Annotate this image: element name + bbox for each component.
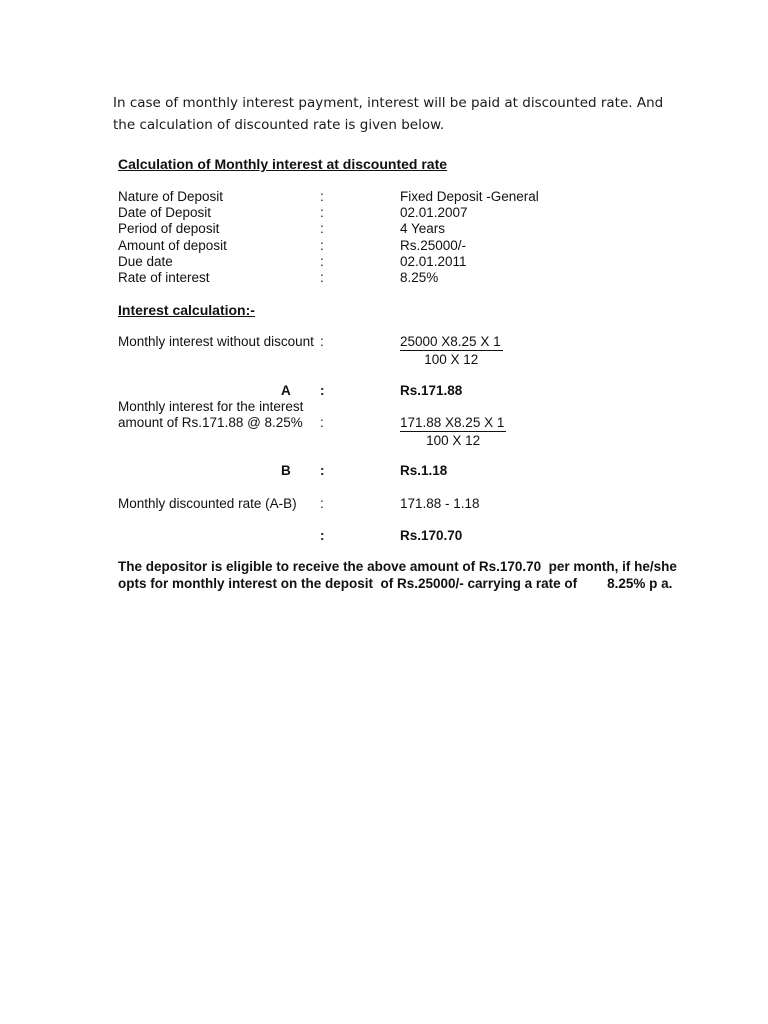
step2-numerator: 171.88 X8.25 X 1 xyxy=(400,415,505,430)
b-value: Rs.1.18 xyxy=(400,463,448,478)
detail-separator: : xyxy=(320,189,324,204)
detail-value: Fixed Deposit -General xyxy=(400,189,539,204)
detail-separator: : xyxy=(320,205,324,221)
step2-denominator: 100 X 12 xyxy=(426,433,481,448)
step1-label: Monthly interest without discount xyxy=(118,334,314,349)
conclusion-line: The depositor is eligible to receive the above amount of Rs.170.70 per month, if he/she xyxy=(118,559,677,574)
step1-denominator: 100 X 12 xyxy=(424,352,479,367)
detail-value: 4 Years xyxy=(400,221,446,237)
detail-label: Nature of Deposit xyxy=(118,189,224,204)
step3-label: Monthly discounted rate (A-B) xyxy=(118,496,297,511)
conclusion-paragraph xyxy=(118,558,678,592)
detail-value: 8.25% xyxy=(400,269,439,285)
result-separator: : xyxy=(320,528,325,543)
detail-value: 02.01.2007 xyxy=(400,205,468,221)
step2-separator: : xyxy=(320,415,324,430)
a-separator: : xyxy=(320,383,325,398)
detail-label: Date of Deposit xyxy=(118,205,212,221)
step1-numerator: 25000 X8.25 X 1 xyxy=(400,334,501,349)
detail-label: Due date xyxy=(118,253,173,269)
conclusion-line: opts for monthly interest on the deposit of Rs.25000/- carrying a rate of 8.25% p a. xyxy=(118,576,673,591)
result-value: Rs.170.70 xyxy=(400,528,463,543)
step3-separator: : xyxy=(320,496,324,511)
detail-separator: : xyxy=(320,221,324,237)
step1-separator: : xyxy=(320,334,324,349)
a-label: A xyxy=(281,383,291,398)
step2-label-line1: Monthly interest for the interest xyxy=(118,399,304,414)
a-value: Rs.171.88 xyxy=(400,383,463,398)
detail-value: 02.01.2011 xyxy=(400,253,467,269)
detail-separator: : xyxy=(320,237,324,253)
detail-label: Period of deposit xyxy=(118,221,220,237)
detail-value: Rs.25000/- xyxy=(400,237,467,253)
step2-fraction xyxy=(400,415,506,448)
detail-separator: : xyxy=(320,253,324,269)
intro-paragraph: In case of monthly interest payment, interest will be paid at discounted rate. And the calculation of discounted rate is given below. xyxy=(113,95,664,133)
calculation-heading: Interest calculation:- xyxy=(118,302,255,318)
step2-label-line2: amount of Rs.171.88 @ 8.25% xyxy=(118,415,303,430)
b-label: B xyxy=(281,463,291,478)
section-title: Calculation of Monthly interest at discounted rate xyxy=(118,156,448,172)
detail-label: Rate of interest xyxy=(118,269,210,285)
detail-label: Amount of deposit xyxy=(118,237,227,253)
b-separator: : xyxy=(320,463,325,478)
detail-separator: : xyxy=(320,269,324,285)
step3-value: 171.88 - 1.18 xyxy=(400,496,480,511)
step1-fraction xyxy=(400,334,503,367)
